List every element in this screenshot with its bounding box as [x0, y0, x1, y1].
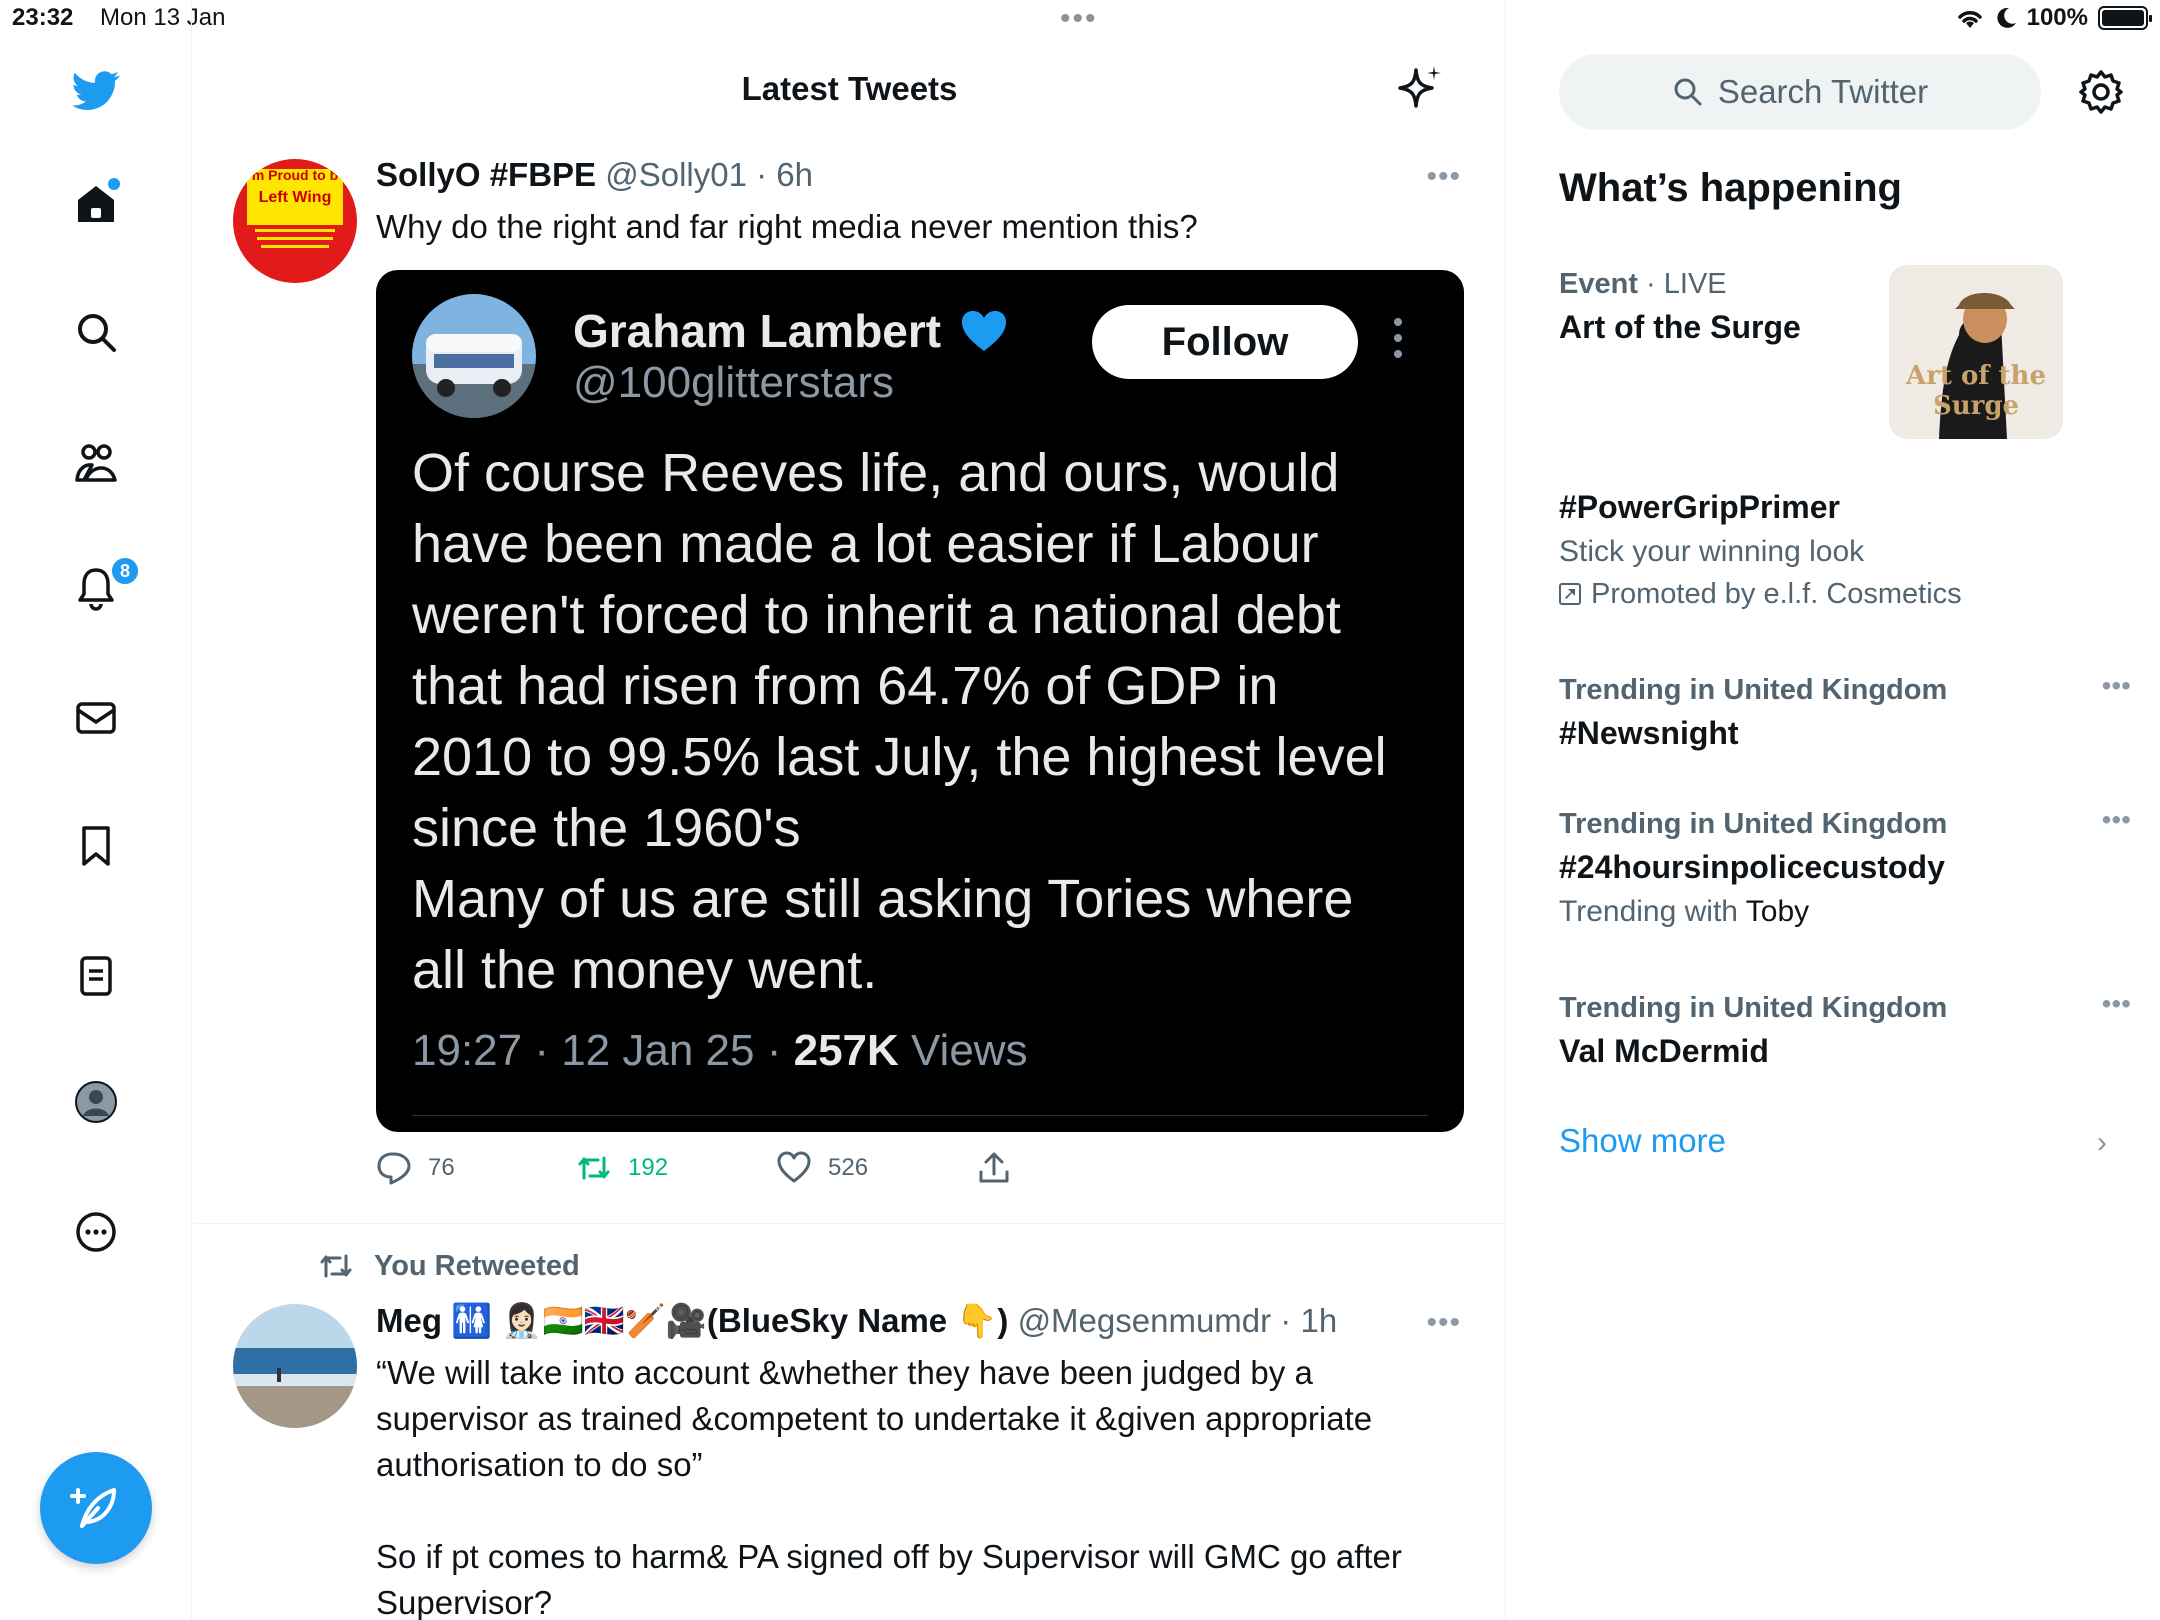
status-time: 23:32 [12, 4, 74, 31]
tweet-text: “We will take into account &whether they have been judged by a supervisor as trained &competent to undertake it &given appropriate authorisation to do so” So if pt comes to harm& PA signed off by Supervisor will GMC go after Supervisor? [376, 1354, 1402, 1620]
tweet-author-avatar[interactable] [233, 1304, 357, 1428]
multitasking-dots-icon[interactable]: ••• [1060, 2, 1098, 35]
tweet-header: SollyO #FBPE @Solly01 · 6h [376, 156, 814, 193]
tweet-header: Meg 🚻 👩🏻‍⚕️🇮🇳🇬🇧🏏🎥(BlueSky Name 👇) @Megsenmumdr · 1h [376, 1302, 1338, 1339]
embedded-tweet-body: Of course Reeves life, and ours, would have been made a lot easier if Labour weren't forced to inherit a national debt that had risen from 64.7% of GDP in 2010 to 99.5% last July, the highest level since the 1960's Many of us are still asking Tories where all the money went. [412, 443, 1387, 1000]
page-title: Latest Tweets [741, 70, 958, 107]
tweet-item[interactable] [193, 0, 1506, 1620]
avatar-caption-line-1: m Proud to b [251, 167, 339, 183]
embedded-follow-button: Follow [1092, 305, 1358, 379]
reply-count: 76 [428, 1154, 455, 1181]
chevron-right-icon: › [2097, 1126, 2107, 1159]
trend-item[interactable] [1559, 484, 2119, 614]
trend-category: Trending in United Kingdom [1559, 808, 1948, 840]
trend-category: Trending in United Kingdom [1559, 992, 1948, 1024]
tweet-time[interactable]: 6h [776, 156, 814, 193]
avatar-caption-line-2: Left Wing [258, 189, 332, 206]
trend-more-icon[interactable]: ••• [2101, 988, 2131, 1019]
trend-subtitle: Trending with Toby [1559, 895, 1810, 928]
trend-subtitle: Stick your winning look [1559, 535, 1865, 568]
left-navigation [0, 0, 192, 1620]
tweet-text: Why do the right and far right media never mention this? [376, 208, 1198, 245]
search-icon [1672, 76, 1704, 108]
more-options-icon[interactable] [70, 1206, 122, 1258]
home-unread-dot [108, 178, 120, 190]
show-more-link[interactable]: Show more [1559, 1122, 1726, 1159]
notifications-bell-icon[interactable] [70, 560, 130, 614]
retweeted-indicator [316, 1248, 580, 1284]
trend-item[interactable]: Event · LIVE Art of the Surge [1559, 264, 2119, 350]
promoted-icon [1559, 583, 1581, 605]
lists-icon[interactable] [70, 950, 122, 1002]
communities-icon[interactable] [70, 436, 122, 488]
embedded-author-handle: @100glitterstars [573, 358, 895, 407]
promoted-label: Promoted by e.l.f. Cosmetics [1559, 574, 2119, 614]
retweet-small-icon [316, 1248, 356, 1284]
bookmarks-icon[interactable] [70, 820, 122, 872]
battery-percent: 100% [2026, 4, 2088, 31]
trend-item[interactable] [1559, 988, 2131, 1074]
tweet-author-handle[interactable]: @Solly01 [605, 156, 747, 193]
timeline-header [193, 40, 1506, 140]
tweet-time[interactable]: 1h [1300, 1302, 1338, 1339]
tweet-more-icon[interactable]: ••• [1426, 160, 1461, 193]
trend-more-icon[interactable]: ••• [2101, 804, 2131, 835]
tweet-more-icon[interactable]: ••• [1426, 1306, 1461, 1339]
explore-search-icon[interactable] [70, 306, 122, 358]
right-sidebar [1507, 0, 2160, 1620]
trend-name: Val McDermid [1559, 1033, 1769, 1069]
search-input[interactable] [1559, 54, 2041, 130]
feather-plus-icon [68, 1480, 124, 1536]
trend-name: #24hoursinpolicecustody [1559, 849, 1945, 885]
settings-gear-icon[interactable] [2077, 68, 2125, 116]
trend-item[interactable] [1559, 670, 2131, 756]
compose-tweet-button[interactable] [40, 1452, 152, 1564]
twitter-logo-icon[interactable] [70, 64, 122, 116]
embedded-tweet-meta: 19:27 · 12 Jan 25 · 257K Views [412, 1026, 1028, 1075]
home-icon[interactable] [70, 178, 122, 230]
status-date: Mon 13 Jan [100, 4, 226, 31]
embedded-author-name: Graham Lambert [573, 304, 1008, 358]
tweet-author-name[interactable]: Meg 🚻 👩🏻‍⚕️🇮🇳🇬🇧🏏🎥(BlueSky Name 👇) [376, 1302, 1009, 1339]
trend-name: #Newsnight [1559, 715, 1739, 751]
whats-happening-heading: What’s happening [1559, 166, 1902, 210]
trend-name: #PowerGripPrimer [1559, 489, 1840, 525]
notifications-badge: 8 [110, 556, 140, 586]
event-thumbnail-caption: Art of the Surge [1906, 361, 2046, 421]
tweet-author-handle[interactable]: @Megsenmumdr [1017, 1302, 1272, 1339]
trend-name: Art of the Surge [1559, 309, 1801, 345]
tweet-author-name[interactable]: SollyO #FBPE [376, 156, 597, 193]
profile-avatar-icon[interactable] [70, 1076, 122, 1128]
timeline[interactable] [193, 0, 1506, 1620]
search-placeholder: Search Twitter [1717, 73, 1929, 110]
event-thumbnail[interactable] [1889, 265, 2063, 439]
messages-envelope-icon[interactable] [70, 692, 122, 744]
retweet-count: 192 [628, 1154, 669, 1181]
sparkle-timeline-toggle-icon[interactable] [1394, 62, 1446, 114]
retweeted-label: You Retweeted [374, 1249, 580, 1282]
trend-item[interactable] [1559, 804, 2131, 934]
trend-category: Trending in United Kingdom [1559, 674, 1948, 706]
like-count: 526 [828, 1154, 869, 1181]
trend-more-icon[interactable]: ••• [2101, 670, 2131, 701]
